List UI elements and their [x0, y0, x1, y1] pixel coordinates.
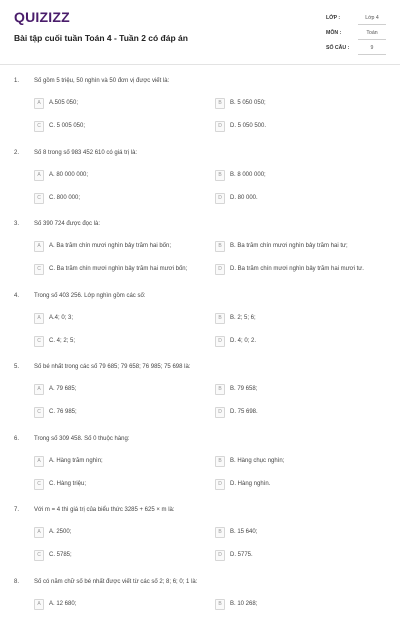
option-text: C. 800 000;	[49, 193, 80, 203]
question-2	[0, 136, 400, 208]
option-letter-badge: B	[215, 384, 225, 395]
option-d[interactable]	[215, 336, 375, 346]
option-c[interactable]	[34, 193, 194, 203]
option-a[interactable]	[34, 599, 194, 609]
option-letter-badge: C	[34, 193, 44, 204]
meta-count-value: 9	[358, 42, 386, 55]
option-a[interactable]	[34, 313, 194, 323]
option-letter-badge: B	[215, 170, 225, 181]
option-text: B. 15 640;	[230, 527, 257, 537]
option-letter-badge: D	[215, 336, 225, 347]
option-text: D. 75 698.	[230, 407, 258, 417]
question-text: Số bé nhất trong các số 79 685; 79 658; 76 985; 75 698 là:	[34, 364, 386, 370]
worksheet-header	[0, 0, 400, 65]
option-letter-badge: B	[215, 599, 225, 610]
question-text: Số gồm 5 triệu, 50 nghìn và 50 đơn vị được viết là:	[34, 78, 386, 84]
option-text: C. Hàng triệu;	[49, 479, 86, 489]
option-a[interactable]	[34, 170, 194, 180]
option-a[interactable]	[34, 527, 194, 537]
option-letter-badge: B	[215, 456, 225, 467]
question-3	[0, 207, 400, 279]
option-text: B. Hàng chục nghìn;	[230, 456, 284, 466]
option-d[interactable]	[215, 121, 375, 131]
meta-count	[326, 42, 386, 54]
option-b[interactable]	[215, 456, 375, 466]
question-6	[0, 422, 400, 494]
option-text: C. 76 985;	[49, 407, 77, 417]
question-text: Với m = 4 thì giá trị của biểu thức 3285 + 625 × m là:	[34, 507, 386, 513]
question-5	[0, 350, 400, 422]
option-text: C. 4; 2; 5;	[49, 336, 75, 346]
meta-subject-value: Toán	[358, 27, 386, 40]
option-text: B. 10 268;	[230, 599, 257, 609]
option-d[interactable]	[215, 479, 375, 489]
question-1	[0, 64, 400, 136]
question-number: 1.	[14, 78, 19, 84]
option-letter-badge: C	[34, 550, 44, 561]
question-7	[0, 493, 400, 565]
option-text: C. Ba trăm chín mươi nghìn bảy trăm hai mươi bốn;	[49, 264, 187, 274]
meta-grade	[326, 12, 386, 24]
meta-count-label: SỐ CÂU :	[326, 42, 349, 54]
meta-subject	[326, 27, 386, 39]
option-text: A.4; 0; 3;	[49, 313, 73, 323]
option-a[interactable]	[34, 456, 194, 466]
option-d[interactable]	[215, 193, 375, 203]
option-letter-badge: B	[215, 98, 225, 109]
option-letter-badge: D	[215, 479, 225, 490]
meta-subject-label: MÔN :	[326, 27, 341, 39]
meta-grade-value: Lớp 4	[358, 12, 386, 25]
option-letter-badge: B	[215, 241, 225, 252]
option-c[interactable]	[34, 479, 194, 489]
worksheet-title: Bài tập cuối tuần Toán 4 - Tuần 2 có đáp án	[14, 33, 188, 43]
question-4	[0, 279, 400, 351]
question-number: 4.	[14, 293, 19, 299]
option-letter-badge: A	[34, 384, 44, 395]
option-text: B. 8 000 000;	[230, 170, 266, 180]
option-b[interactable]	[215, 384, 375, 394]
option-letter-badge: A	[34, 241, 44, 252]
option-d[interactable]	[215, 550, 375, 560]
question-text: Số có năm chữ số bé nhất được viết từ các số 2; 8; 6; 0; 1 là:	[34, 579, 386, 585]
option-letter-badge: C	[34, 407, 44, 418]
question-number: 7.	[14, 507, 19, 513]
option-text: D. 5775.	[230, 550, 253, 560]
option-letter-badge: D	[215, 121, 225, 132]
option-text: A. 79 685;	[49, 384, 76, 394]
option-text: D. 80 000.	[230, 193, 258, 203]
option-a[interactable]	[34, 241, 194, 251]
option-letter-badge: C	[34, 264, 44, 275]
option-letter-badge: A	[34, 527, 44, 538]
option-c[interactable]	[34, 121, 194, 131]
option-text: B. 5 050 050;	[230, 98, 266, 108]
option-letter-badge: C	[34, 121, 44, 132]
question-text: Trong số 309 458. Số 0 thuộc hàng:	[34, 436, 386, 442]
option-letter-badge: D	[215, 407, 225, 418]
meta-grade-label: LỚP :	[326, 12, 340, 24]
quizizz-logo: QUIZIZZ	[14, 9, 70, 25]
question-8	[0, 565, 400, 636]
option-letter-badge: A	[34, 456, 44, 467]
question-text: Trong số 403 256. Lớp nghìn gồm các số:	[34, 293, 386, 299]
option-b[interactable]	[215, 98, 375, 108]
option-b[interactable]	[215, 241, 375, 251]
worksheet-meta	[326, 12, 386, 57]
option-letter-badge: A	[34, 170, 44, 181]
question-number: 6.	[14, 436, 19, 442]
question-list	[0, 64, 400, 636]
option-letter-badge: C	[34, 479, 44, 490]
option-b[interactable]	[215, 313, 375, 323]
option-letter-badge: A	[34, 599, 44, 610]
option-letter-badge: D	[215, 264, 225, 275]
option-letter-badge: A	[34, 98, 44, 109]
option-text: B. 2; 5; 6;	[230, 313, 256, 323]
option-letter-badge: A	[34, 313, 44, 324]
option-a[interactable]	[34, 384, 194, 394]
option-d[interactable]	[215, 407, 375, 417]
option-letter-badge: B	[215, 527, 225, 538]
option-c[interactable]	[34, 407, 194, 417]
option-text: C. 5785;	[49, 550, 72, 560]
option-text: B. Ba trăm chín mươi nghìn bảy trăm hai tư;	[230, 241, 348, 251]
option-text: A. 12 680;	[49, 599, 76, 609]
option-text: B. 79 658;	[230, 384, 257, 394]
option-c[interactable]	[34, 550, 194, 560]
question-number: 2.	[14, 150, 19, 156]
question-number: 3.	[14, 221, 19, 227]
option-c[interactable]	[34, 336, 194, 346]
option-text: A. Hàng trăm nghìn;	[49, 456, 103, 466]
option-text: C. 5 005 050;	[49, 121, 85, 131]
option-text: D. Ba trăm chín mươi nghìn bảy trăm hai mươi tư.	[230, 264, 364, 274]
option-text: D. Hàng nghìn.	[230, 479, 270, 489]
question-number: 8.	[14, 579, 19, 585]
option-a[interactable]	[34, 98, 194, 108]
option-letter-badge: D	[215, 193, 225, 204]
option-text: A. Ba trăm chín mươi nghìn bảy trăm hai bốn;	[49, 241, 171, 251]
option-text: D. 4; 0; 2.	[230, 336, 256, 346]
option-text: A. 80 000 000;	[49, 170, 88, 180]
question-number: 5.	[14, 364, 19, 370]
option-text: D. 5 050 500.	[230, 121, 266, 131]
option-letter-badge: B	[215, 313, 225, 324]
option-d[interactable]	[215, 264, 375, 274]
option-text: A. 2500;	[49, 527, 71, 537]
option-b[interactable]	[215, 527, 375, 537]
option-text: A.505 050;	[49, 98, 78, 108]
option-letter-badge: D	[215, 550, 225, 561]
option-c[interactable]	[34, 264, 194, 274]
question-text: Số 390 724 được đọc là:	[34, 221, 386, 227]
option-b[interactable]	[215, 170, 375, 180]
question-text: Số 8 trong số 983 452 610 có giá trị là:	[34, 150, 386, 156]
option-b[interactable]	[215, 599, 375, 609]
option-letter-badge: C	[34, 336, 44, 347]
